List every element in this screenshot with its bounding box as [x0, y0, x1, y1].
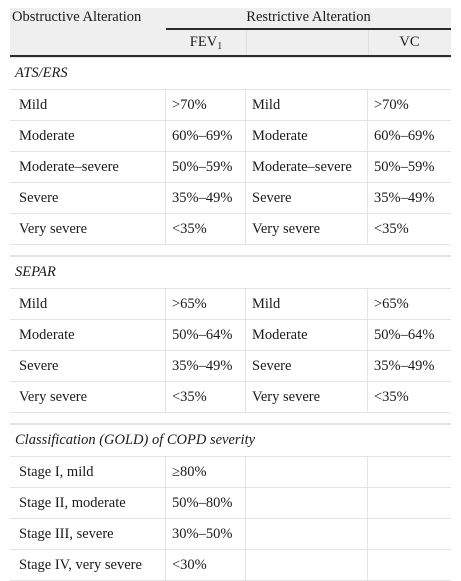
obstructive-threshold: 50%–59% — [166, 152, 246, 182]
restrictive-threshold: 35%–49% — [374, 190, 435, 206]
restrictive-grade: Moderate — [246, 121, 368, 151]
header-vc: VC — [399, 34, 420, 50]
header-fev1 — [166, 34, 246, 52]
gold-threshold: <30% — [166, 550, 246, 580]
table-row — [10, 519, 451, 550]
obstructive-grade: Moderate — [10, 121, 166, 151]
section-spacer — [10, 413, 451, 424]
obstructive-threshold: 35%–49% — [166, 183, 246, 213]
restrictive-threshold: >70% — [374, 97, 409, 113]
empty-cell — [246, 519, 368, 549]
obstructive-threshold: 60%–69% — [166, 121, 246, 151]
section-title: Classification (GOLD) of COPD severity — [10, 424, 451, 457]
gold-stage: Stage II, moderate — [10, 488, 166, 518]
obstructive-grade: Severe — [10, 351, 166, 381]
obstructive-threshold: 35%–49% — [166, 351, 246, 381]
restrictive-threshold: <35% — [374, 221, 409, 237]
table-row — [10, 320, 451, 351]
obstructive-threshold: <35% — [166, 214, 246, 244]
table-row — [10, 351, 451, 382]
gold-stage: Stage I, mild — [10, 457, 166, 487]
restrictive-threshold: 50%–59% — [374, 159, 435, 175]
empty-cell — [246, 457, 368, 487]
obstructive-threshold: <35% — [166, 382, 246, 412]
obstructive-grade: Moderate–severe — [10, 152, 166, 182]
obstructive-grade: Severe — [10, 183, 166, 213]
gold-threshold: 50%–80% — [166, 488, 246, 518]
empty-cell — [368, 457, 451, 487]
header-divider — [246, 30, 247, 55]
restrictive-threshold: 50%–64% — [374, 327, 435, 343]
empty-cell — [368, 550, 451, 580]
restrictive-grade: Moderate–severe — [246, 152, 368, 182]
table-row — [10, 152, 451, 183]
table-row — [10, 90, 451, 121]
table-row — [10, 183, 451, 214]
obstructive-grade: Mild — [10, 289, 166, 319]
header-obstructive: Obstructive Alteration — [12, 9, 142, 25]
obstructive-grade: Moderate — [10, 320, 166, 350]
section-spacer — [10, 245, 451, 256]
empty-cell — [246, 488, 368, 518]
obstructive-grade: Very severe — [10, 382, 166, 412]
table-row — [10, 550, 451, 581]
restrictive-grade: Moderate — [246, 320, 368, 350]
restrictive-grade: Severe — [246, 351, 368, 381]
gold-threshold: ≥80% — [166, 457, 246, 487]
restrictive-grade: Severe — [246, 183, 368, 213]
obstructive-grade: Mild — [10, 90, 166, 120]
table-row — [10, 488, 451, 519]
restrictive-threshold: <35% — [374, 389, 409, 405]
obstructive-threshold: >70% — [166, 90, 246, 120]
severity-table — [10, 8, 451, 581]
empty-cell — [246, 550, 368, 580]
section-title: ATS/ERS — [10, 57, 451, 90]
header-divider — [368, 30, 369, 55]
obstructive-threshold: >65% — [166, 289, 246, 319]
header-restrictive: Restrictive Alteration — [246, 9, 371, 25]
table-row — [10, 457, 451, 488]
header-fev-sub: 1 — [217, 41, 223, 52]
empty-cell — [368, 519, 451, 549]
restrictive-threshold: >65% — [374, 296, 409, 312]
restrictive-grade: Very severe — [246, 382, 368, 412]
empty-cell — [368, 488, 451, 518]
table-row — [10, 289, 451, 320]
obstructive-grade: Very severe — [10, 214, 166, 244]
header-rule — [166, 28, 451, 30]
restrictive-threshold: 35%–49% — [374, 358, 435, 374]
section-title: SEPAR — [10, 256, 451, 289]
restrictive-grade: Mild — [246, 289, 368, 319]
restrictive-threshold: 60%–69% — [374, 128, 435, 144]
table-row — [10, 121, 451, 152]
table-header — [10, 8, 451, 57]
table-row — [10, 382, 451, 413]
gold-stage: Stage IV, very severe — [10, 550, 166, 580]
restrictive-grade: Very severe — [246, 214, 368, 244]
gold-threshold: 30%–50% — [166, 519, 246, 549]
table-row — [10, 214, 451, 245]
obstructive-threshold: 50%–64% — [166, 320, 246, 350]
restrictive-grade: Mild — [246, 90, 368, 120]
header-fev-base: FEV — [189, 34, 218, 50]
gold-stage: Stage III, severe — [10, 519, 166, 549]
